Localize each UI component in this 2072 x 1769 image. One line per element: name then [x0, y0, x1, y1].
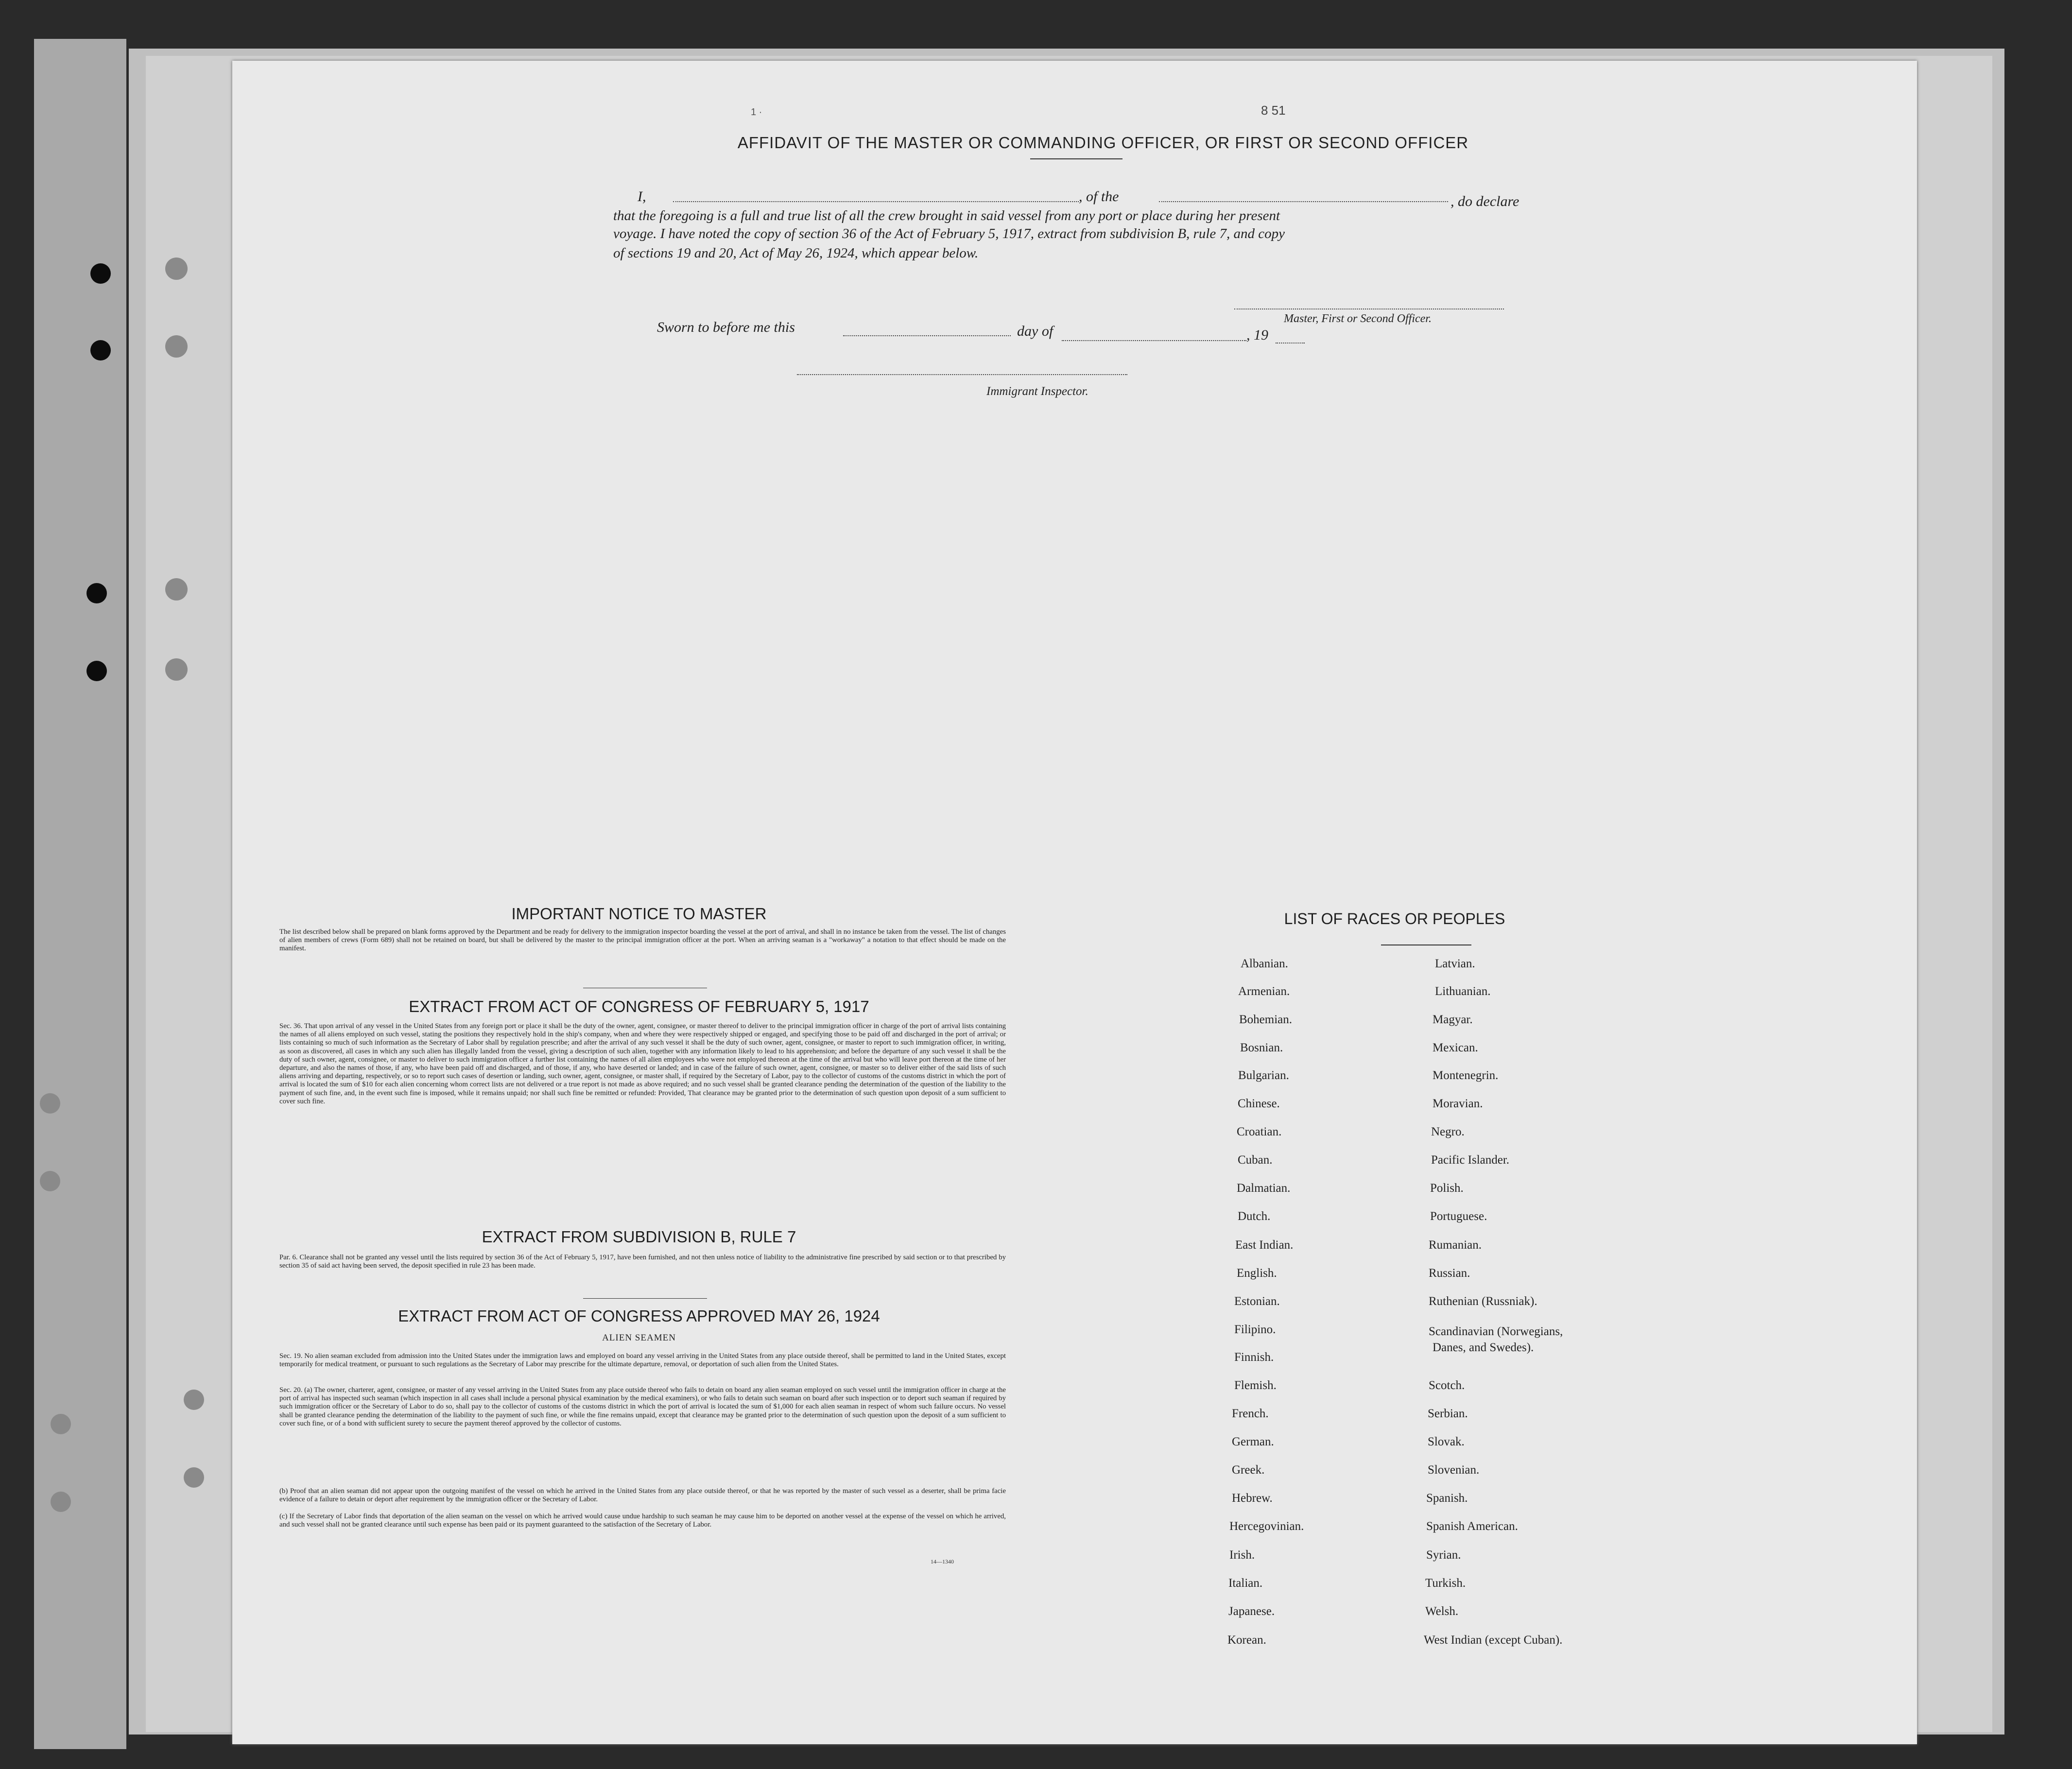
race-item: Irish. — [1229, 1548, 1255, 1562]
race-item: Albanian. — [1241, 957, 1288, 970]
affidavit-title: AFFIDAVIT OF THE MASTER OR COMMANDING OFFICER, OR FIRST OR SECOND OFFICER — [737, 134, 1469, 152]
name-blank — [673, 201, 1079, 202]
race-item: Armenian. — [1238, 985, 1290, 998]
race-item: Ruthenian (Russniak). — [1429, 1295, 1537, 1308]
affidavit-line3: voyage. I have noted the copy of section 36 of the Act of February 5, 1917, extract from subdivision B, rule 7, and copy — [613, 226, 1285, 241]
subdivision-text: Par. 6. Clearance shall not be granted any vessel until the lists required by section 36 of the Act of February 5, 1917, have been furnished, and not then unless notice of liability to the administrative fine prescribed by said section or to that prescribed by section 35 of said act having been served, the deposit specified in rule 23 has been made. — [279, 1254, 1006, 1270]
sec20a-text: Sec. 20. (a) The owner, charterer, agent, consignee, or master of any vessel arriving in the United States from any place outside thereof who fails to detain on board any alien seaman employed on such vessel until the immigration officer in charge at the port of arrival has inspected such seaman (which inspection in all cases shall include a personal physical examination by the medical examiners), or who fails to detain such seaman on board after such inspection or to deport such seaman if required by such immigration officer or the Secretary of Labor to do so, shall pay to the collector of customs of the customs district in which the port of arrival is located the sum of $1,000 for each alien seaman in respect of whom such failure occurs. No vessel shall be granted clearance pending the determination of the liability to the payment of such fine, or while the fine remains unpaid, except that clearance may be granted prior to the determination of such question upon the deposit of a sum sufficient to cover such fine, or of a bond with sufficient surety to secure the payment thereof approved by the collector of customs. — [279, 1386, 1006, 1427]
race-item: Dutch. — [1238, 1210, 1271, 1223]
race-item: Polish. — [1430, 1182, 1464, 1195]
race-item: Pacific Islander. — [1431, 1153, 1510, 1167]
race-item: Flemish. — [1234, 1379, 1277, 1392]
race-item: Finnish. — [1234, 1351, 1274, 1364]
race-item: Hercegovinian. — [1229, 1520, 1304, 1533]
affidavit-of-the: , of the — [1079, 189, 1119, 205]
race-item: Greek. — [1232, 1463, 1265, 1477]
race-item: Bohemian. — [1239, 1013, 1293, 1026]
binder-hole — [40, 1093, 60, 1114]
inspector-label: Immigrant Inspector. — [986, 385, 1088, 398]
affidavit-i: I, — [638, 189, 646, 205]
sworn-text: Sworn to before me this — [657, 319, 795, 335]
race-item: French. — [1232, 1407, 1269, 1420]
affidavit-do-declare: , do declare — [1450, 193, 1519, 209]
races-title: LIST OF RACES OR PEOPLES — [1284, 910, 1505, 927]
race-item: Croatian. — [1237, 1125, 1282, 1138]
race-item: Filipino. — [1234, 1323, 1276, 1336]
race-item: Danes, and Swedes). — [1433, 1341, 1534, 1354]
alien-seamen-subtitle: ALIEN SEAMEN — [602, 1333, 676, 1343]
race-item: Scotch. — [1429, 1379, 1465, 1392]
race-item: Montenegrin. — [1433, 1069, 1499, 1082]
race-item: Latvian. — [1435, 957, 1475, 970]
race-item: Welsh. — [1425, 1605, 1459, 1618]
race-item: German. — [1232, 1435, 1274, 1448]
sec19-text: Sec. 19. No alien seaman excluded from admission into the United States under the immigration laws and employed on board any vessel arriving in the United States from any place outside thereof, shall be permitted to land in the United States, except temporarily for medical treatment, or pursuant to such regulations as the Secretary of Labor may prescribe for the ultimate departure, removal, or deportation of such alien from the United States. — [279, 1352, 1006, 1369]
binder-hole — [40, 1171, 60, 1191]
extract-1924-title: EXTRACT FROM ACT OF CONGRESS APPROVED MAY 26, 1924 — [398, 1307, 880, 1325]
affidavit-line2: that the foregoing is a full and true list of all the crew brought in said vessel from any port or place during her present — [613, 208, 1280, 223]
corner-mark: 8 51 — [1261, 103, 1286, 118]
race-item: West Indian (except Cuban). — [1424, 1633, 1563, 1647]
binder-hole — [90, 263, 111, 284]
race-item: Slovak. — [1428, 1435, 1465, 1448]
race-item: Russian. — [1429, 1267, 1470, 1280]
race-item: Mexican. — [1433, 1041, 1478, 1054]
race-item: Lithuanian. — [1435, 985, 1491, 998]
race-item: Serbian. — [1428, 1407, 1468, 1420]
binder-hole — [165, 658, 188, 681]
binder-hole — [86, 583, 107, 603]
affidavit-line4: of sections 19 and 20, Act of May 26, 1924, which appear below. — [613, 245, 979, 261]
form-number: 14—1340 — [931, 1558, 954, 1565]
binder-hole — [51, 1492, 71, 1512]
month-blank — [1062, 340, 1246, 341]
binder-hole — [165, 578, 188, 601]
race-item: Moravian. — [1433, 1097, 1483, 1110]
inspector-blank — [797, 374, 1127, 375]
race-item: Bulgarian. — [1238, 1069, 1289, 1082]
race-item: Bosnian. — [1240, 1041, 1283, 1054]
corner-mark: 1 · — [751, 107, 762, 118]
race-item: Slovenian. — [1428, 1463, 1480, 1477]
vessel-blank — [1159, 201, 1448, 202]
day-blank — [843, 335, 1011, 336]
race-item: Syrian. — [1426, 1548, 1461, 1562]
extract-1917-title: EXTRACT FROM ACT OF CONGRESS OF FEBRUARY 5, 1917 — [409, 997, 869, 1015]
race-item: East Indian. — [1235, 1238, 1294, 1252]
notice-text: The list described below shall be prepared on blank forms approved by the Department and be ready for delivery to the immigration inspector boarding the vessel at the port of arrival, and shall in no instance be taken from the vessel. The list of changes of alien members of crews (Form 689) shall not be retained on board, but shall be delivered by the master to the principal immigration officer at the port. When an arriving seaman is a "workaway" a notation to that effect should be made on the manifest. — [279, 928, 1006, 953]
race-item: Dalmatian. — [1237, 1182, 1291, 1195]
race-item: Cuban. — [1238, 1153, 1273, 1167]
race-item: Japanese. — [1228, 1605, 1275, 1618]
race-item: Spanish American. — [1426, 1520, 1518, 1533]
race-item: Rumanian. — [1429, 1238, 1482, 1252]
race-item: Turkish. — [1425, 1577, 1466, 1590]
race-item: Magyar. — [1433, 1013, 1473, 1026]
sec20b-text: (b) Proof that an alien seaman did not appear upon the outgoing manifest of the vessel on which he arrived in the United States from any place outside thereof, or that he was reported by the master of such vessel as a deserter, shall be prima facie evidence of a failure to detain or deport after requirement by the immigration officer or the Secretary of Labor. — [279, 1487, 1006, 1504]
binder-hole — [90, 340, 111, 361]
race-item: Scandinavian (Norwegians, — [1429, 1325, 1563, 1338]
binder-hole — [165, 335, 188, 358]
extract-1917-text: Sec. 36. That upon arrival of any vessel in the United States from any foreign port or place it shall be the duty of the owner, agent, consignee, or master thereof to deliver to the principal immigration officer in charge of the port of arrival lists containing the names of all aliens employed on such vessel, stating the positions they respectively hold in the ship's company, when and where they were respectively shipped or engaged, and specifying those to be paid off and discharged in the port of arrival; or lists containing so much of such information as the Secretary of Labor shall by regulation prescribe; and after the arrival of any such vessel it shall be the duty of such owner, agent, consignee, or master to report to such immigration officer, in writing, as soon as discovered, all cases in which any such alien has illegally landed from the vessel, giving a description of such alien, together with any information likely to lead to his apprehension; and before the departure of any such vessel it shall be the duty of such owner, agent, consignee, or master to deliver to such immigration officer a further list containing the names of all alien employees who were not employed thereon at the time of the arrival but who will leave port thereon at the time of her departure, and also the names of those, if any, who have been paid off and discharged, and of those, if any, who have deserted or landed; and in case of the failure of such owner, agent, consignee, or master so to deliver either of the said lists of such aliens arriving and departing, respectively, or so to report such cases of desertion or landing, such owner, agent, consignee, or master shall, if required by the Secretary of Labor, pay to the collector of customs of the customs district in which the port of arrival is located the sum of $10 for each alien concerning whom correct lists are not delivered or a true report is not made as above required; and no such vessel shall be granted clearance pending the determination of the question of the liability to the payment of such fine, and, in the event such fine is imposed, while it remains unpaid; nor shall such fine be remitted or refunded: Provided, That clearance may be granted prior to the determination of such question upon deposit of a sum sufficient to cover such fine. — [279, 1022, 1006, 1105]
binder-hole — [165, 258, 188, 280]
race-item: Negro. — [1431, 1125, 1465, 1138]
race-item: Spanish. — [1426, 1492, 1468, 1505]
title-rule — [1030, 158, 1122, 159]
year-text: , 19 — [1246, 327, 1268, 343]
binder-hole — [51, 1414, 71, 1434]
binder-hole — [184, 1467, 204, 1488]
race-item: Korean. — [1227, 1633, 1266, 1647]
master-signature-label: Master, First or Second Officer. — [1284, 312, 1432, 325]
race-item: Chinese. — [1238, 1097, 1280, 1110]
race-item: Italian. — [1228, 1577, 1263, 1590]
binder-hole — [86, 661, 107, 681]
race-item: Estonian. — [1234, 1295, 1280, 1308]
notice-title: IMPORTANT NOTICE TO MASTER — [511, 905, 767, 923]
sec20c-text: (c) If the Secretary of Labor finds that deportation of the alien seaman on the vessel on which he arrived would cause undue hardship to such seaman he may cause him to be deported on another vessel at the expense of the vessel on which he arrived, and such vessel shall not be granted clearance until such expense has been paid or its payment guaranteed to the satisfaction of the Secretary of Labor. — [279, 1512, 1006, 1529]
subdivision-title: EXTRACT FROM SUBDIVISION B, RULE 7 — [482, 1228, 796, 1246]
race-item: Hebrew. — [1232, 1492, 1273, 1505]
race-item: Portuguese. — [1430, 1210, 1487, 1223]
day-of-text: day of — [1017, 323, 1053, 339]
section-rule — [583, 1298, 707, 1299]
binder-strip — [34, 39, 126, 1749]
race-item: English. — [1237, 1267, 1277, 1280]
binder-hole — [184, 1390, 204, 1410]
